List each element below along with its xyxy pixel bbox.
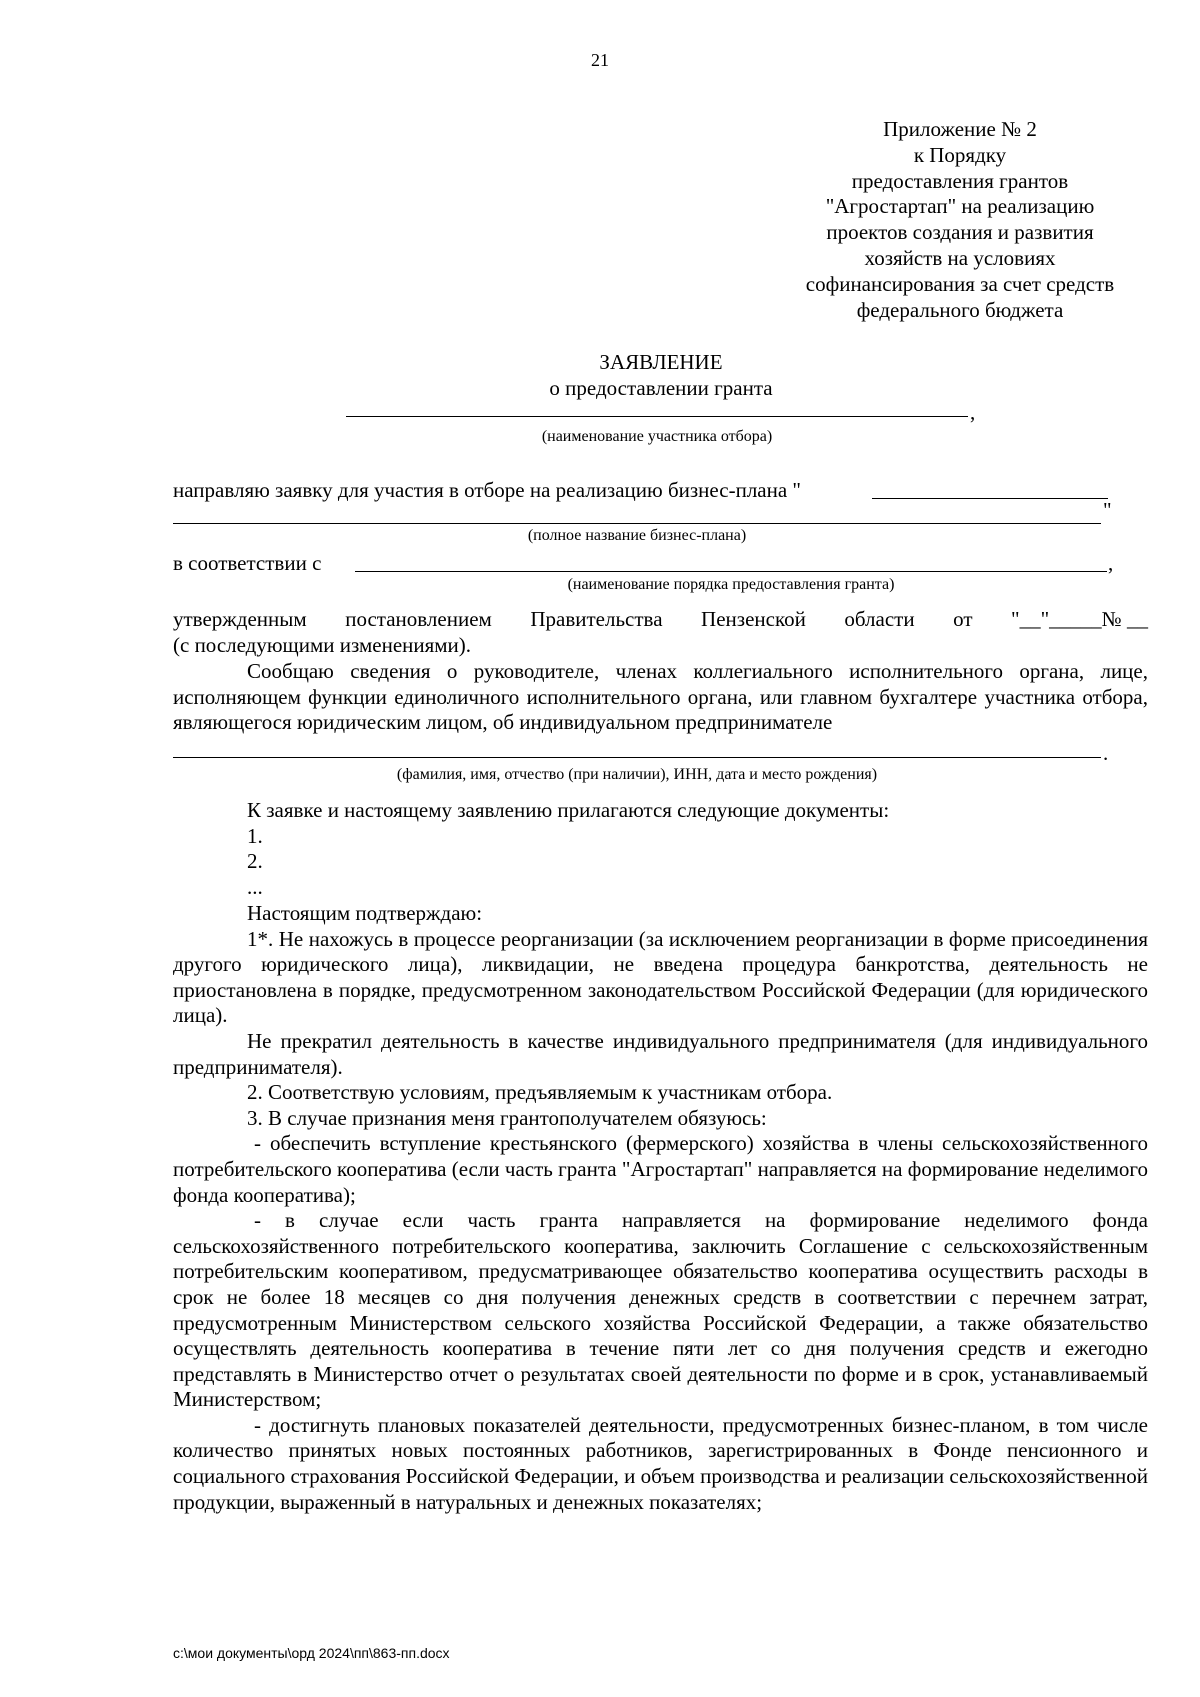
obligation-bullet-3: - достигнуть плановых показателей деятельности, предусмотренных бизнес-планом, в том числе количество принятых новых постоянных работников, зарегистрированных в Фонде пенсионного и социального страхования Российской Федерации, и объем производства и реализации сельскохозяйственной продукции, выраженный в натуральных и денежных показателях; (173, 1412, 1148, 1514)
footer-file-path: c:\мои документы\орд 2024\пп\863-пп.docx (173, 1645, 450, 1661)
document-title (0, 349, 1200, 401)
title-heading: ЗАЯВЛЕНИЕ (599, 350, 723, 374)
applicant-comma: , (970, 400, 976, 424)
document-item: 2. (247, 849, 263, 874)
approval-word: области (844, 607, 915, 631)
confirm-item-3: 3. В случае признания меня грантополучателем обязуюсь: (247, 1105, 767, 1130)
approval-date-number-blank: "__"_____№ __ (1011, 607, 1148, 631)
appendix-line: федерального бюджета (856, 297, 1064, 322)
person-period: . (1103, 741, 1109, 765)
document-item: 1. (247, 823, 263, 848)
confirm-item-1b: Не прекратил деятельность в качестве индивидуального предпринимателя (для индивидуального предпринимателя). (173, 1028, 1148, 1079)
confirmations-section (173, 901, 1148, 1515)
procedure-text: в соответствии с (173, 551, 322, 575)
approval-continuation: (с последующими изменениями). (173, 633, 472, 657)
title-subheading: о предоставлении гранта (549, 376, 773, 400)
person-caption: (фамилия, имя, отчество (при наличии), ИНН, дата и место рождения) (396, 766, 878, 783)
appendix-line: проектов создания и развития (826, 220, 1094, 245)
confirm-item-1: 1*. Не нахожусь в процессе реорганизации (за исключением реорганизации в форме присоединения другого юридического лица), ликвидации, не введена процедура банкротства, деятельность не приостановлена в порядке, предусмотренном законодательством Российской Федерации (для юридического лица). (173, 926, 1148, 1028)
approval-word: Правительства (530, 607, 663, 631)
approval-word: утвержденным (173, 607, 307, 631)
applicant-name-blank (346, 416, 968, 417)
business-plan-closing-quote: " (1103, 498, 1112, 522)
appendix-line: к Порядку (913, 142, 1007, 167)
documents-intro: К заявке и настоящему заявлению прилагаются следующие документы: (247, 798, 890, 822)
appendix-line: Приложение № 2 (883, 117, 1037, 141)
business-plan-caption: (полное название бизнес-плана) (527, 527, 747, 544)
documents-section (173, 798, 1148, 900)
approval-word: от (953, 607, 973, 631)
appendix-line: софинансирования за счет средств (805, 271, 1115, 296)
obligation-bullet-1: - обеспечить вступление крестьянского (фермерского) хозяйства в члены сельскохозяйственного потребительского кооператива (если часть гранта "Агростартап" направляется на формирование неделимого фонда кооператива); (173, 1131, 1148, 1207)
appendix-line: предоставления грантов (851, 168, 1069, 193)
info-paragraph-text: Сообщаю сведения о руководителе, членах коллегиального исполнительного органа, лице, исполняющем функции единоличного исполнительного органа, или главном бухгалтере участника отбора, являющегося юридическим лицом, об индивидуальном предпринимателе (173, 659, 1148, 735)
info-paragraph (173, 659, 1148, 736)
appendix-line: "Агростартап" на реализацию (825, 194, 1095, 219)
confirm-intro: Настоящим подтверждаю: (247, 901, 483, 925)
approval-word: Пензенской (701, 607, 806, 631)
business-plan-text: направляю заявку для участия в отборе на реализацию бизнес-плана " (173, 478, 802, 502)
applicant-caption: (наименование участника отбора) (541, 428, 773, 445)
appendix-header (765, 117, 1155, 323)
appendix-line: хозяйств на условиях (864, 245, 1056, 270)
business-plan-blank-2 (173, 523, 1101, 524)
approval-word: постановлением (345, 607, 492, 631)
business-plan-blank-1 (872, 498, 1108, 499)
procedure-caption: (наименование порядка предоставления гранта) (567, 576, 895, 593)
person-blank (173, 757, 1101, 758)
obligation-bullet-2: - в случае если часть гранта направляется на формирование неделимого фонда сельскохозяйственного потребительского кооператива, заключить Соглашение с сельскохозяйственным потребительским кооперативом, предусматривающее обязательство кооператива осуществить расходы в срок не более 18 месяцев со дня получения денежных средств в соответствии с перечнем затрат, предусмотренным Министерством сельского хозяйства Российской Федерации, а также обязательство осуществлять деятельность кооператива в течение пяти лет со дня получения средств и ежегодно представлять в Министерство отчет о результатах своей деятельности по форме и в срок, устанавливаемый Министерством; (173, 1208, 1148, 1412)
approval-line (173, 606, 1148, 632)
procedure-blank (355, 571, 1107, 572)
document-item: ... (247, 874, 263, 899)
procedure-comma: , (1108, 551, 1114, 575)
confirm-item-2: 2. Соответствую условиям, предъявляемым к участникам отбора. (247, 1080, 833, 1105)
page-number: 21 (591, 50, 609, 70)
